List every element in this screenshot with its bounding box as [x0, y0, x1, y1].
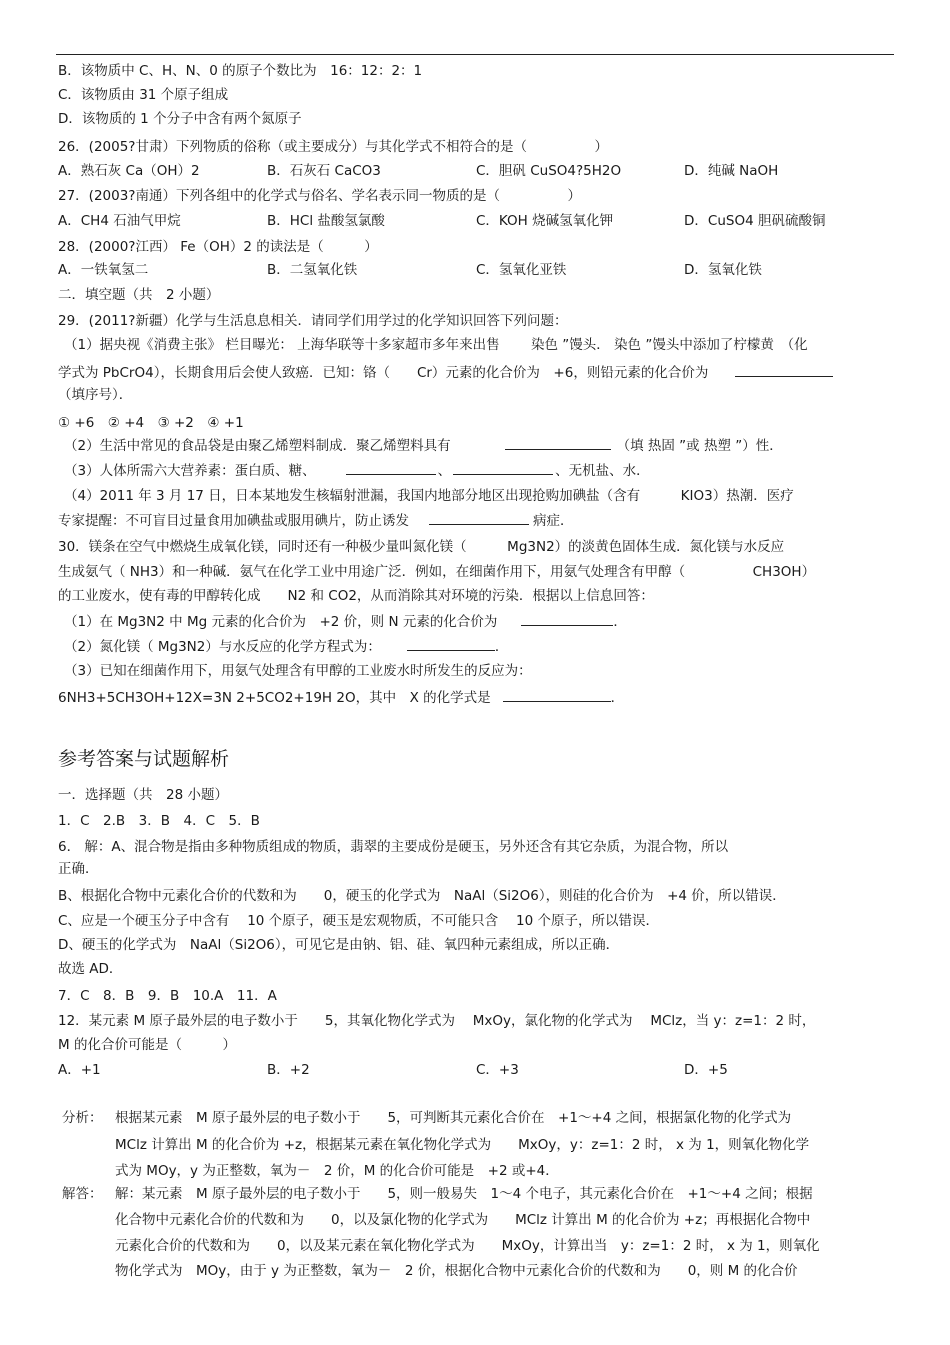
q30-equation-text: 6NH3+5CH3OH+12X=3N 2+5CO2+19H 2O，其中 X 的化学式是 — [58, 690, 491, 706]
q30-part2: （2）氮化镁（ Mg3N2）与水反应的化学方程式为： ． — [64, 639, 509, 655]
q30-part1: （1）在 Mg3N2 中 Mg 元素的化合价为 +2 价，则 N 元素的化合价为 ． — [64, 614, 627, 630]
q29-part1-line2-text: 学式为 PbCrO4），长期食用后会使人致癌．已知：铬（ Cr）元素的化合价为 +6，则铅元素的化合价为 — [58, 365, 709, 381]
answer-blank[interactable] — [735, 363, 833, 377]
q29-part2-hint: （填 热固 ”或 热塑 ”）性． — [616, 438, 783, 454]
q28-option-d: D．氢氧化铁 — [684, 262, 762, 278]
answer-blank[interactable] — [346, 461, 436, 475]
answer-blank[interactable] — [429, 511, 529, 525]
section-fill-in-title: 二．填空题（共 2 小题） — [58, 287, 220, 303]
q27-option-c: C．KOH 烧碱氢氧化钾 — [476, 213, 614, 229]
answer-blank[interactable] — [521, 612, 613, 626]
q29-part1-line1: （1）据央视《消费主张》 栏目曝光： 上海华联等十多家超市多年来出售 染色 ”馒头． 染色 ”馒头中添加了柠檬黄 （化 — [64, 337, 808, 353]
analysis-line3: 式为 MOy，y 为正整数，氧为－ 2 价，M 的化合价可能是 +2 或+4． — [115, 1163, 559, 1179]
answers-row-7-11: 7．C 8．B 9．B 10.A 11．A — [58, 988, 277, 1004]
analysis-line2: MClz 计算出 M 的化合价为 +z，根据某元素在氧化物化学式为 MxOy，y：z=1：2 时， x 为 1，则氧化物化学 — [115, 1137, 810, 1153]
q26-option-b: B．石灰石 CaCO3 — [267, 163, 381, 179]
q30-stem-line2: 生成氨气（ NH3）和一种碱．氨气在化学工业中用途广泛．例如，在细菌作用下，用氨气处理含有甲醇（ CH3OH） — [58, 564, 816, 580]
q26-stem: 26．(2005?甘肃）下列物质的俗称（或主要成分）与其化学式不相符合的是（ ） — [58, 139, 608, 155]
q29-part3 — [64, 461, 650, 480]
q26-option-d: D．纯碱 NaOH — [684, 163, 779, 179]
q30-part1-text: （1）在 Mg3N2 中 Mg 元素的化合价为 +2 价，则 N 元素的化合价为 — [64, 614, 498, 630]
analysis-label: 分析： — [62, 1110, 103, 1126]
answers-section-title: 一．选择题（共 28 小题） — [58, 787, 228, 803]
q12-option-b: B．+2 — [267, 1062, 310, 1078]
q29-part2 — [64, 436, 783, 455]
answer-blank[interactable] — [407, 637, 495, 651]
answers-heading: 参考答案与试题解析 — [58, 748, 230, 770]
q28-option-c: C．氢氧化亚铁 — [476, 262, 567, 278]
answer-blank[interactable] — [503, 688, 611, 702]
answer-blank[interactable] — [505, 436, 611, 450]
q28-option-b: B．二氢氧化铁 — [267, 262, 358, 278]
q12-stem-line1: 12．某元素 M 原子最外层的电子数小于 5，其氧化物化学式为 MxOy，氯化物的化学式为 MClz，当 y：z=1：2 时， — [58, 1013, 816, 1029]
q26-option-a: A．熟石灰 Ca（OH）2 — [58, 163, 200, 179]
q29-part4-text: 专家提醒：不可盲目过量食用加碘盐或服用碘片，防止诱发 — [58, 513, 409, 529]
q29-part4-tail: 病症． — [533, 513, 574, 529]
q27-option-b: B．HCl 盐酸氢氯酸 — [267, 213, 385, 229]
q27-option-d: D．CuSO4 胆矾硫酸铜 — [684, 213, 826, 229]
q6-solution-line6: 故选 AD． — [58, 961, 123, 977]
q29-part3-tail: 、无机盐、水． — [555, 463, 650, 479]
q26-option-c: C．胆矾 CuSO4?5H2O — [476, 163, 622, 179]
q29-part2-text: （2）生活中常见的食品袋是由聚乙烯塑料制成．聚乙烯塑料具有 — [64, 438, 451, 454]
q6-solution-line4: C、应是一个硬玉分子中含有 10 个原子，硬玉是宏观物质，不可能只含 10 个原子，所以错误． — [58, 913, 659, 929]
q29-part3-text: （3）人体所需六大营养素：蛋白质、糖、 — [64, 463, 316, 479]
q12-option-c: C．+3 — [476, 1062, 519, 1078]
q30-stem-line3: 的工业废水，使有毒的甲醇转化成 N2 和 CO2，从而消除其对环境的污染．根据以上信息回答： — [58, 588, 654, 604]
q30-equation: 6NH3+5CH3OH+12X=3N 2+5CO2+19H 2O，其中 X 的化学式是 ． — [58, 690, 625, 706]
q27-option-a: A．CH4 石油气甲烷 — [58, 213, 181, 229]
q29-part1-line2 — [58, 363, 833, 382]
solution-line1: 解：某元素 M 原子最外层的电子数小于 5，则一般易失 1～4 个电子，其元素化合价在 +1～+4 之间；根据 — [115, 1186, 813, 1202]
solution-line3: 元素化合价的代数和为 0，以及某元素在氧化物化学式为 MxOy，计算出当 y：z=1：2 时， x 为 1，则氧化 — [115, 1238, 820, 1254]
q29-part4-line2 — [58, 511, 574, 530]
q29-part3-sep: 、 — [437, 463, 452, 479]
q25-option-b: B．该物质中 C、H、N、0 的原子个数比为 16：12：2：1 — [58, 63, 423, 79]
q29-choices: ① +6 ② +4 ③ +2 ④ +1 — [58, 415, 244, 431]
q6-solution-line1: 6． 解：A、混合物是指由多种物质组成的物质，翡翠的主要成份是硬玉，另外还含有其它杂质，为混合物，所以 — [58, 839, 729, 855]
q29-part4-line1: （4）2011 年 3 月 17 日，日本某地发生核辐射泄漏，我国内地部分地区出现抢购加碘盐（含有 KIO3）热潮．医疗 — [64, 488, 794, 504]
solution-line2: 化合物中元素化合价的代数和为 0，以及氯化物的化学式为 MClz 计算出 M 的化合价为 +z；再根据化合物中 — [115, 1212, 811, 1228]
q6-solution-line2: 正确． — [58, 861, 99, 877]
q28-stem: 28．(2000?江西） Fe（OH）2 的读法是（ ） — [58, 239, 378, 255]
header-rule — [56, 54, 894, 55]
solution-label: 解答： — [62, 1186, 103, 1202]
q28-option-a: A．一铁氧氢二 — [58, 262, 149, 278]
q6-solution-line3: B、根据化合物中元素化合价的代数和为 0，硬玉的化学式为 NaAl（Si2O6），则硅的化合价为 +4 价，所以错误． — [58, 888, 786, 904]
analysis-line1: 根据某元素 M 原子最外层的电子数小于 5，可判断其元素化合价在 +1～+4 之间，根据氯化物的化学式为 — [115, 1110, 792, 1126]
q25-option-c: C．该物质由 31 个原子组成 — [58, 87, 229, 103]
answers-row-1-5: 1．C 2.B 3．B 4．C 5．B — [58, 813, 260, 829]
q30-stem-line1: 30．镁条在空气中燃烧生成氧化镁，同时还有一种极少量叫氮化镁（ Mg3N2）的淡黄色固体生成．氮化镁与水反应 — [58, 539, 785, 555]
q6-solution-line5: D、硬玉的化学式为 NaAl（Si2O6），可见它是由钠、铝、硅、氧四种元素组成，所以正确． — [58, 937, 620, 953]
q29-stem: 29．(2011?新疆）化学与生活息息相关．请同学们用学过的化学知识回答下列问题： — [58, 313, 568, 329]
answer-blank[interactable] — [453, 461, 553, 475]
q30-part3: （3）已知在细菌作用下，用氨气处理含有甲醇的工业废水时所发生的反应为： — [64, 663, 532, 679]
q12-option-d: D．+5 — [684, 1062, 728, 1078]
q29-part1-line3: （填序号）． — [58, 387, 133, 403]
q30-part2-text: （2）氮化镁（ Mg3N2）与水反应的化学方程式为： — [64, 639, 381, 655]
q12-option-a: A．+1 — [58, 1062, 101, 1078]
q12-stem-line2: M 的化合价可能是（ ） — [58, 1037, 236, 1053]
solution-line4: 物化学式为 MOy，由于 y 为正整数，氧为－ 2 价，根据化合物中元素化合价的代数和为 0，则 M 的化合价 — [115, 1263, 798, 1279]
q25-option-d: D．该物质的 1 个分子中含有两个氮原子 — [58, 111, 302, 127]
q27-stem: 27．(2003?南通）下列各组中的化学式与俗名、学名表示同一物质的是（ ） — [58, 188, 581, 204]
